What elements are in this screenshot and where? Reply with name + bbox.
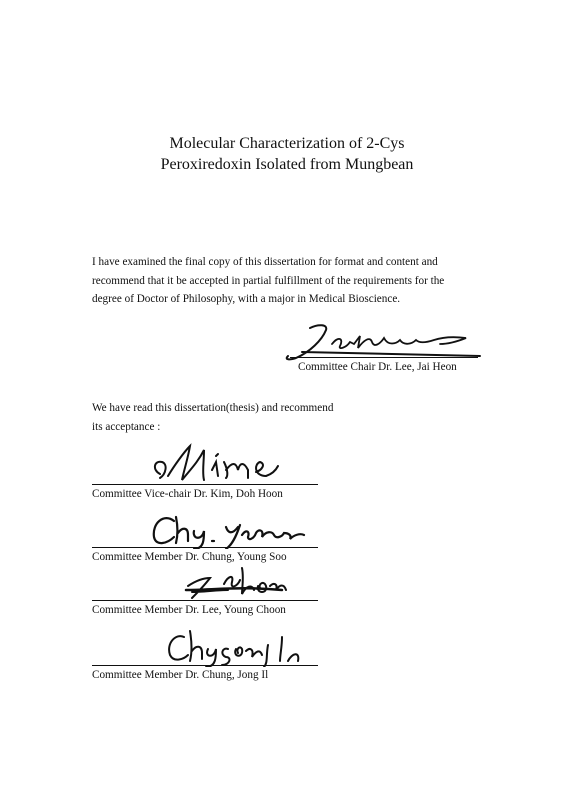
- recommendation-statement: [92, 399, 333, 437]
- title-line-1: Molecular Characterization of 2-Cys: [169, 135, 405, 152]
- member-2-block: [92, 556, 322, 616]
- vice-chair-signature-line: [92, 484, 318, 485]
- member-3-signature: [132, 621, 322, 667]
- member-1-block: [92, 503, 322, 563]
- recommendation-line-1: We have read this dissertation(thesis) and recommend: [92, 402, 334, 414]
- member-2-signature: [132, 556, 322, 602]
- vice-chair-name: Committee Vice-chair Dr. Kim, Doh Hoon: [92, 488, 283, 500]
- chair-signature-line: [290, 357, 478, 358]
- recommendation-line-2: its acceptance :: [92, 421, 161, 433]
- member-1-name: Committee Member Dr. Chung, Young Soo: [92, 551, 287, 563]
- vice-chair-signature: [132, 440, 322, 486]
- title-line-2: Peroxiredoxin Isolated from Mungbean: [160, 156, 414, 173]
- approval-line-1: I have examined the final copy of this dissertation for format and content and: [92, 256, 438, 268]
- member-1-signature: [132, 503, 322, 549]
- chair-name: Committee Chair Dr. Lee, Jai Heon: [298, 361, 457, 373]
- vice-chair-block: [92, 440, 322, 500]
- member-3-block: [92, 621, 322, 681]
- member-3-signature-line: [92, 665, 318, 666]
- approval-statement: [92, 253, 492, 309]
- approval-line-2: recommend that it be accepted in partial fulfillment of the requirements for the: [92, 274, 445, 287]
- member-2-name: Committee Member Dr. Lee, Young Choon: [92, 604, 286, 616]
- member-1-signature-line: [92, 547, 318, 548]
- dissertation-title: [0, 133, 574, 175]
- member-3-name: Committee Member Dr. Chung, Jong Il: [92, 669, 269, 681]
- member-2-signature-line: [92, 600, 318, 601]
- approval-line-3: degree of Doctor of Philosophy, with a major in Medical Bioscience.: [92, 293, 401, 305]
